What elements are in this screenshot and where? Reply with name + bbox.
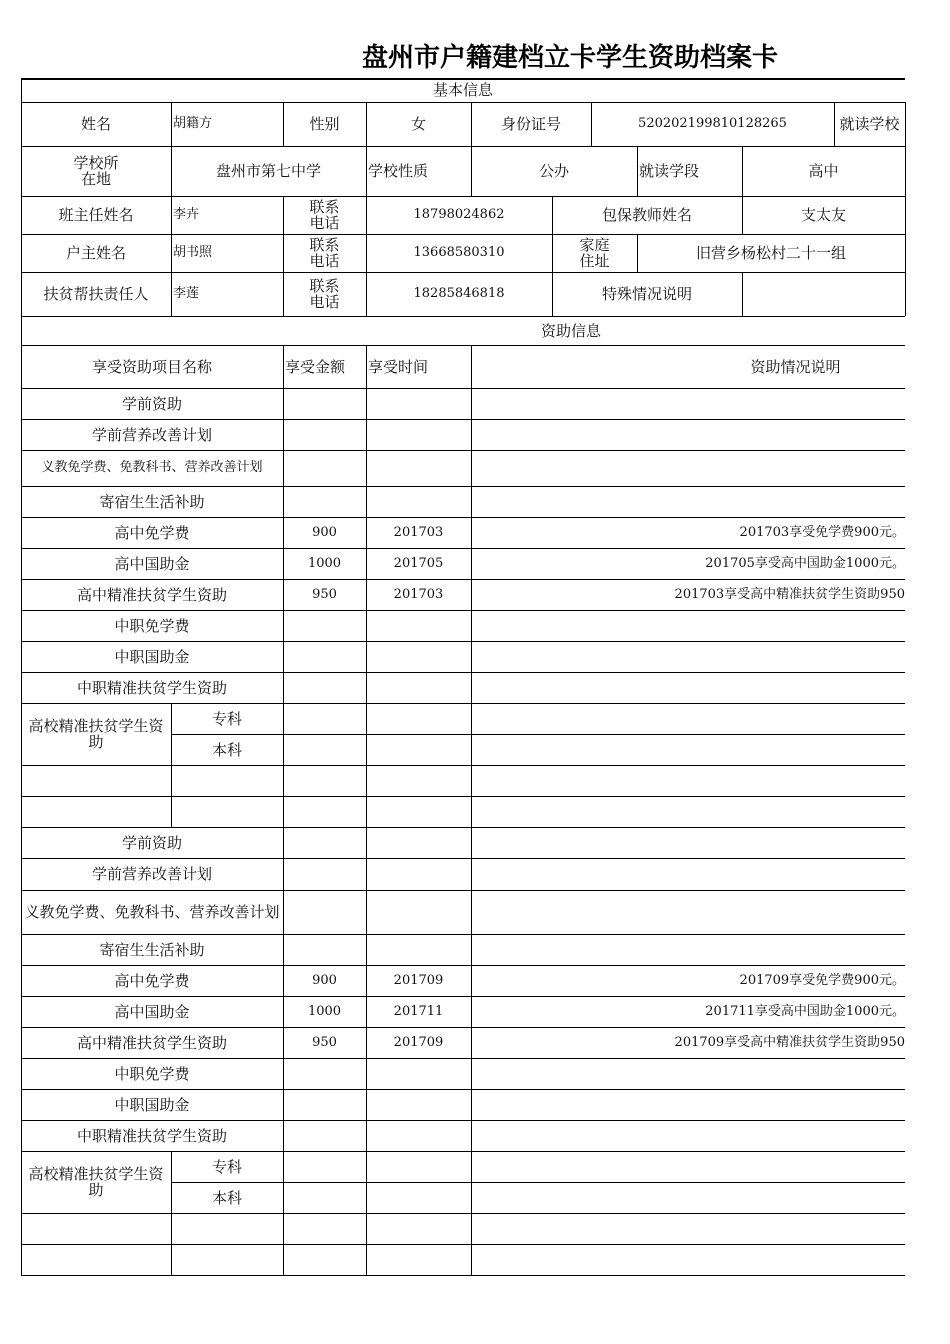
- aid-item-time: [366, 388, 471, 419]
- grid-line: [366, 827, 367, 858]
- aid-item-time: 201709: [393, 972, 444, 988]
- grid-line: [21, 486, 22, 517]
- grid-line: [283, 890, 284, 934]
- aid-item-name: 中职精准扶贫学生资助: [76, 1126, 227, 1145]
- aid-item-name: 义教免学费、免教科书、营养改善计划: [41, 460, 263, 475]
- grid-line: [471, 146, 472, 196]
- helper-value: 李莲: [173, 286, 200, 301]
- grid-line: [21, 965, 22, 996]
- grid-line: [171, 1244, 172, 1275]
- aid-item-name: 中职免学费: [114, 616, 190, 635]
- aid-item-note: [471, 1058, 905, 1089]
- grid-line: [21, 703, 22, 765]
- aid-item-amount: [283, 486, 366, 517]
- aid-item-name: 高中免学费: [114, 523, 190, 542]
- aid-item-name: 学前营养改善计划: [91, 865, 212, 883]
- grid-line: [366, 517, 367, 548]
- head-phone-label: 联系电话: [309, 236, 340, 270]
- aid-item-note: [471, 858, 905, 890]
- gender-value: 女: [410, 115, 426, 133]
- aid-item-amount: 1000: [307, 555, 342, 571]
- grid-line: [591, 102, 592, 146]
- grid-line: [171, 102, 172, 146]
- grid-line: [471, 579, 472, 610]
- aid-item-time: 201703: [393, 586, 444, 602]
- grid-line: [471, 858, 472, 890]
- aid-item-time: 201709: [393, 1034, 444, 1050]
- aid-item-amount: 950: [312, 1034, 337, 1050]
- aid-item-time: 201703: [393, 524, 444, 540]
- grid-line: [21, 827, 22, 858]
- special-note-value: [742, 272, 905, 316]
- address-label: 家庭住址: [579, 236, 610, 270]
- aid-item-time: [366, 1120, 471, 1151]
- aid-item-note: 201703享受免学费900元。: [739, 524, 905, 540]
- aid-item-name: 高中国助金: [114, 554, 190, 573]
- grid-line: [471, 641, 472, 672]
- college-benke-label: 本科: [211, 1188, 242, 1207]
- aid-header-item: 享受资助项目名称: [91, 357, 212, 376]
- grid-line: [283, 419, 284, 450]
- grid-line: [366, 934, 367, 965]
- grid-line: [552, 272, 553, 316]
- grid-line: [637, 146, 638, 196]
- aid-item-time: [366, 486, 471, 517]
- grid-line: [171, 272, 172, 316]
- teacher-label: 班主任姓名: [58, 206, 134, 224]
- grid-line: [283, 196, 284, 234]
- grid-line: [21, 858, 22, 890]
- grid-line: [366, 196, 367, 234]
- grid-line: [171, 734, 905, 735]
- aid-item-time: [366, 641, 471, 672]
- college-zhuanke-label: 专科: [211, 1157, 242, 1176]
- grid-line: [171, 1213, 172, 1244]
- grid-line: [366, 641, 367, 672]
- aid-item-name: 中职精准扶贫学生资助: [76, 678, 227, 697]
- grid-line: [471, 996, 472, 1027]
- grid-line: [471, 1058, 472, 1089]
- grid-line: [21, 1058, 22, 1089]
- grid-line: [366, 548, 367, 579]
- grid-line: [171, 146, 172, 196]
- grid-line: [471, 672, 472, 703]
- grid-line: [366, 858, 367, 890]
- aid-item-time: [366, 858, 471, 890]
- grid-line: [21, 890, 22, 934]
- college-aid-label: 高校精准扶贫学生资助: [28, 717, 164, 751]
- grid-line: [21, 1213, 22, 1244]
- aid-item-name: 学前资助: [121, 394, 182, 413]
- grid-line: [21, 450, 22, 486]
- grid-line: [471, 765, 472, 796]
- grid-line: [366, 388, 367, 419]
- name-value: 胡籍方: [173, 116, 213, 131]
- grid-line: [21, 78, 22, 345]
- gender-label: 性别: [309, 115, 340, 133]
- aid-item-name: 高中国助金: [114, 1002, 190, 1021]
- grid-line: [471, 934, 472, 965]
- grid-line: [171, 1182, 905, 1183]
- grid-line: [283, 672, 284, 703]
- grid-line: [21, 345, 22, 388]
- grid-line: [283, 965, 284, 996]
- aid-item-note: [471, 890, 905, 934]
- grid-line: [366, 1027, 367, 1058]
- aid-item-amount: [283, 419, 366, 450]
- aid-item-note: 201703享受高中精准扶贫学生资助950: [674, 586, 905, 602]
- grid-line: [471, 1244, 472, 1275]
- aid-item-note: [471, 934, 905, 965]
- aid-item-note: [471, 827, 905, 858]
- aid-item-time: [366, 672, 471, 703]
- grid-line: [283, 1213, 284, 1244]
- household-head-value: 胡书照: [173, 245, 213, 260]
- helper-phone-value: 18285846818: [413, 286, 505, 301]
- grid-line: [366, 996, 367, 1027]
- address-value: 旧营乡杨松村二十一组: [695, 244, 846, 262]
- aid-item-amount: [283, 388, 366, 419]
- aid-item-time: [366, 419, 471, 450]
- aid-item-time: [366, 1089, 471, 1120]
- grid-line: [637, 234, 638, 272]
- grid-line: [905, 146, 906, 196]
- grid-line: [21, 641, 22, 672]
- grid-line: [471, 548, 472, 579]
- grid-line: [283, 548, 284, 579]
- helper-label: 扶贫帮扶责任人: [43, 285, 149, 303]
- aid-item-note: 201711享受高中国助金1000元。: [705, 1003, 905, 1019]
- school-label: 就读学校: [839, 115, 900, 133]
- aid-item-time: [366, 450, 471, 486]
- aid-item-name: 学前营养改善计划: [91, 425, 212, 444]
- grid-line: [21, 1244, 22, 1275]
- grid-line: [471, 486, 472, 517]
- aid-item-name: 中职免学费: [114, 1064, 190, 1083]
- grid-line: [283, 641, 284, 672]
- aid-item-note: [471, 1120, 905, 1151]
- aid-item-amount: [283, 641, 366, 672]
- grid-line: [552, 234, 553, 272]
- grid-line: [21, 1151, 22, 1213]
- aid-item-note: 201709享受免学费900元。: [739, 972, 905, 988]
- aid-item-amount: [283, 858, 366, 890]
- grid-line: [283, 858, 284, 890]
- household-head-label: 户主姓名: [65, 244, 126, 262]
- grid-line: [366, 1213, 367, 1244]
- college-benke-label: 本科: [211, 740, 242, 759]
- aid-item-amount: 1000: [307, 1003, 342, 1019]
- grid-line: [366, 672, 367, 703]
- grid-line: [283, 996, 284, 1027]
- aid-item-time: [366, 827, 471, 858]
- grid-line: [283, 579, 284, 610]
- aid-header-time: 享受时间: [368, 357, 429, 376]
- grid-line: [366, 102, 367, 146]
- grid-line: [283, 827, 284, 858]
- grid-line: [21, 1275, 905, 1276]
- grid-line: [283, 1244, 284, 1275]
- grid-line: [21, 388, 22, 419]
- aid-item-time: [366, 1058, 471, 1089]
- grid-line: [471, 419, 472, 450]
- grid-line: [366, 890, 367, 934]
- aid-item-note: 201705享受高中国助金1000元。: [705, 555, 905, 571]
- grid-line: [471, 450, 472, 486]
- aid-item-amount: [283, 1120, 366, 1151]
- id-label: 身份证号: [500, 115, 561, 133]
- aid-item-note: [471, 672, 905, 703]
- aid-item-amount: [283, 672, 366, 703]
- grid-line: [366, 345, 367, 388]
- grid-line: [21, 796, 905, 797]
- grid-line: [21, 579, 22, 610]
- college-zhuanke-label: 专科: [211, 709, 242, 728]
- aid-item-name: 义教免学费、免教科书、营养改善计划: [24, 903, 280, 921]
- aid-item-time: 201705: [393, 555, 444, 571]
- grid-line: [366, 419, 367, 450]
- aid-item-time: 201711: [393, 1003, 444, 1019]
- grid-line: [742, 196, 743, 234]
- grid-line: [283, 1058, 284, 1089]
- grid-line: [283, 486, 284, 517]
- grid-line: [742, 146, 743, 196]
- aid-item-note: [471, 486, 905, 517]
- school-nature-label: 学校性质: [368, 162, 429, 180]
- grid-line: [366, 1244, 367, 1275]
- stage-label: 就读学段: [639, 162, 700, 180]
- guarantee-teacher-value: 支太友: [800, 206, 846, 224]
- aid-item-amount: 900: [312, 972, 337, 988]
- grid-line: [21, 610, 22, 641]
- grid-line: [471, 1089, 472, 1120]
- grid-line: [283, 765, 284, 796]
- aid-item-name: 寄宿生生活补助: [99, 492, 205, 511]
- grid-line: [471, 517, 472, 548]
- aid-item-name: 寄宿生生活补助: [99, 940, 205, 959]
- stage-value: 高中: [808, 162, 839, 180]
- grid-line: [283, 450, 284, 486]
- grid-line: [21, 765, 905, 766]
- grid-line: [366, 486, 367, 517]
- teacher-value: 李卉: [173, 207, 200, 222]
- grid-line: [366, 234, 367, 272]
- grid-line: [283, 102, 284, 146]
- name-label: 姓名: [80, 115, 111, 133]
- guarantee-teacher-label: 包保教师姓名: [601, 206, 692, 224]
- grid-line: [366, 1089, 367, 1120]
- grid-line: [834, 102, 835, 146]
- grid-line: [283, 388, 284, 419]
- grid-line: [21, 796, 22, 827]
- grid-line: [283, 517, 284, 548]
- college-aid-label: 高校精准扶贫学生资助: [28, 1165, 164, 1199]
- aid-item-note: [471, 450, 905, 486]
- grid-line: [21, 1089, 22, 1120]
- grid-line: [171, 796, 172, 827]
- grid-line: [905, 196, 906, 234]
- grid-line: [471, 796, 472, 827]
- grid-line: [21, 996, 22, 1027]
- aid-item-time: [366, 934, 471, 965]
- grid-line: [21, 1244, 905, 1245]
- grid-line: [21, 672, 22, 703]
- aid-item-amount: [283, 450, 366, 486]
- aid-item-note: [471, 610, 905, 641]
- special-note-label: 特殊情况说明: [601, 285, 692, 303]
- grid-line: [471, 965, 472, 996]
- grid-line: [366, 1058, 367, 1089]
- grid-line: [21, 1120, 22, 1151]
- grid-line: [21, 1213, 905, 1214]
- grid-line: [471, 102, 472, 146]
- grid-line: [905, 102, 906, 146]
- grid-line: [283, 1089, 284, 1120]
- grid-line: [21, 419, 22, 450]
- grid-line: [283, 272, 284, 316]
- grid-line: [283, 234, 284, 272]
- grid-line: [366, 146, 367, 196]
- aid-item-amount: [283, 827, 366, 858]
- grid-line: [366, 450, 367, 486]
- grid-line: [366, 579, 367, 610]
- teacher-phone-value: 18798024862: [413, 207, 505, 222]
- grid-line: [471, 345, 472, 388]
- head-phone-value: 13668580310: [413, 245, 505, 260]
- aid-info-section-title: 资助信息: [540, 321, 601, 340]
- aid-header-amount: 享受金额: [285, 357, 346, 376]
- school-location-label: 学校所在地: [73, 154, 119, 188]
- aid-item-amount: [283, 1058, 366, 1089]
- grid-line: [283, 934, 284, 965]
- grid-line: [171, 234, 172, 272]
- grid-line: [742, 272, 743, 316]
- grid-line: [366, 272, 367, 316]
- aid-item-note: 201709享受高中精准扶贫学生资助950: [674, 1034, 905, 1050]
- grid-line: [471, 890, 472, 934]
- grid-line: [283, 610, 284, 641]
- grid-line: [471, 1027, 472, 1058]
- aid-item-name: 高中精准扶贫学生资助: [76, 1033, 227, 1052]
- basic-info-section-title: 基本信息: [432, 81, 493, 99]
- grid-line: [905, 272, 906, 316]
- grid-line: [905, 234, 906, 272]
- aid-item-amount: 900: [312, 524, 337, 540]
- grid-line: [552, 196, 553, 234]
- school-nature-value: 公办: [538, 162, 569, 180]
- grid-line: [366, 796, 367, 827]
- page-title: 盘州市户籍建档立卡学生资助档案卡: [361, 43, 778, 73]
- aid-item-time: [366, 890, 471, 934]
- aid-item-note: [471, 419, 905, 450]
- grid-line: [366, 610, 367, 641]
- aid-item-time: [366, 610, 471, 641]
- grid-line: [21, 934, 22, 965]
- grid-line: [283, 796, 284, 827]
- aid-item-amount: 950: [312, 586, 337, 602]
- grid-line: [21, 517, 22, 548]
- grid-line: [366, 1120, 367, 1151]
- aid-header-note: 资助情况说明: [750, 357, 841, 376]
- grid-line: [471, 610, 472, 641]
- aid-item-amount: [283, 610, 366, 641]
- grid-line: [471, 827, 472, 858]
- aid-item-name: 高中精准扶贫学生资助: [76, 585, 227, 604]
- aid-item-amount: [283, 1089, 366, 1120]
- aid-item-amount: [283, 890, 366, 934]
- aid-item-name: 中职国助金: [114, 647, 190, 666]
- teacher-phone-label: 联系电话: [309, 198, 340, 232]
- grid-line: [21, 765, 22, 796]
- aid-item-name: 学前资助: [121, 833, 182, 852]
- grid-line: [471, 388, 472, 419]
- aid-item-name: 高中免学费: [114, 971, 190, 990]
- aid-item-note: [471, 388, 905, 419]
- grid-line: [283, 1120, 284, 1151]
- grid-line: [366, 965, 367, 996]
- aid-item-note: [471, 1089, 905, 1120]
- grid-line: [283, 345, 284, 388]
- grid-line: [21, 548, 22, 579]
- grid-line: [171, 765, 172, 796]
- grid-line: [366, 765, 367, 796]
- grid-line: [171, 196, 172, 234]
- grid-line: [471, 1213, 472, 1244]
- id-value: 520202199810128265: [638, 116, 787, 131]
- grid-line: [283, 1027, 284, 1058]
- grid-line: [21, 1027, 22, 1058]
- helper-phone-label: 联系电话: [309, 277, 340, 311]
- aid-item-amount: [283, 934, 366, 965]
- aid-item-note: [471, 641, 905, 672]
- school-value: 盘州市第七中学: [215, 162, 321, 180]
- grid-line: [471, 1120, 472, 1151]
- aid-item-name: 中职国助金: [114, 1095, 190, 1114]
